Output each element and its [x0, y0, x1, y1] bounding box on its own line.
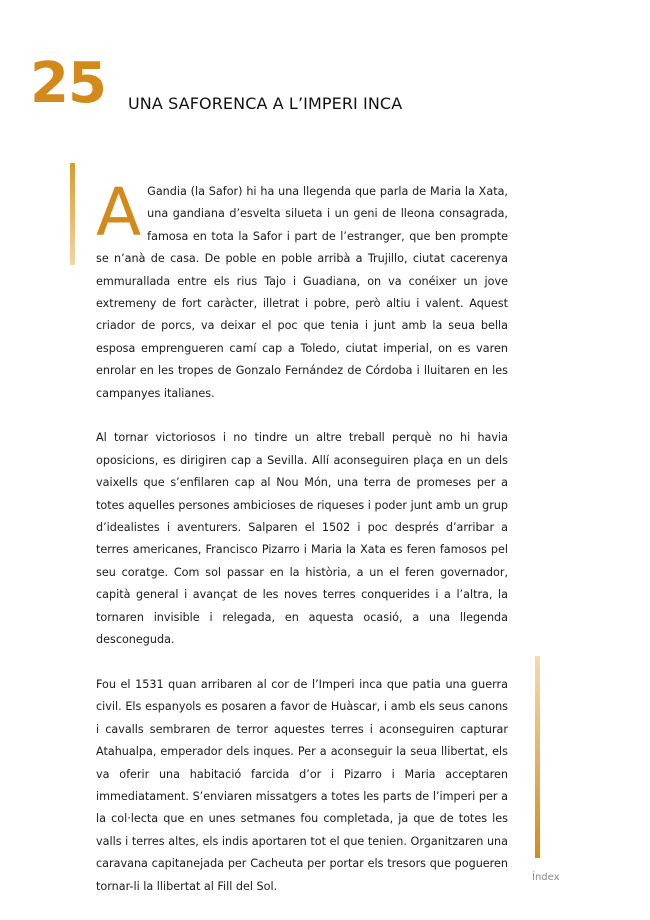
paragraph-2: Al tornar victoriosos i no tindre un altre treball perquè no hi havia oposicions, es dirigiren cap a Sevilla. Allí aconseguiren plaça en un dels vaixells que s’enfilaren cap al Nou Món, una terra de promeses per a totes aquelles persones ambicioses de riqueses i poder junt amb un grup d’idealistes i aventurers. Salparen el 1502 i poc després d’arribar a terres americanes, Francisco Pizarro i Maria la Xata es feren famosos pel seu coratge. Com sol passar en la història, a un el feren governador, capità general i avançat de les noves terres conquerides i a l’altra, la tornaren invisible i relegada, en aquesta ocasió, a una llegenda desconeguda.	[96, 431, 508, 647]
paragraph-3: Fou el 1531 quan arribaren al cor de l’Imperi inca que patia una guerra civil. Els espanyols es posaren a favor de Huàscar, i amb els seus canons i cavalls sembraren de terror aquestes terres i aconseguiren capturar Atahualpa, emperador dels inques. Per a aconseguir la seua llibertat, els va oferir una habitació farcida d’or i Pizarro i Maria acceptaren immediatament. S’enviaren missatgers a totes les parts de l’imperi per a la col·lecta que en unes setmanes fou completada, ja que de totes les valls i terres altes, els indis aportaren tot el que tenien. Organitzaren una caravana capitanejada per Cacheuta per portar els tresors que pogueren tornar-li la llibertat al Fill del Sol.	[96, 677, 508, 893]
index-link[interactable]: Índex	[532, 872, 560, 883]
chapter-number: 25	[30, 51, 106, 116]
decorative-bar-right	[535, 656, 540, 858]
paragraph-1-text: Gandia (la Safor) hi ha una llegenda que parla de Maria la Xata, una gandiana d’esvelta silueta i un geni de lleona consagrada, famosa en tota la Safor i part de l’estranger, que ben prompte se n’anà de casa. De poble en poble arribà a Trujillo, ciutat cacerenya emmurallada entre els rius Tajo i Guadiana, on va conéixer un jove extremeny de fort caràcter, illetrat i pobre, però altiu i valent. Aquest criador de porcs, va deixar el poc que tenia i junt amb la seua bella esposa emprengueren camí cap a Toledo, ciutat imperial, on es varen enrolar en les tropes de Gonzalo Fernández de Córdoba i lluitaren en les campanyes italianes.	[96, 185, 508, 400]
decorative-bar-left	[70, 163, 75, 265]
drop-cap: A	[96, 174, 142, 251]
chapter-title: UNA SAFORENCA A L’IMPERI INCA	[128, 94, 403, 113]
chapter-body	[96, 174, 508, 920]
paragraph-1	[96, 174, 508, 405]
